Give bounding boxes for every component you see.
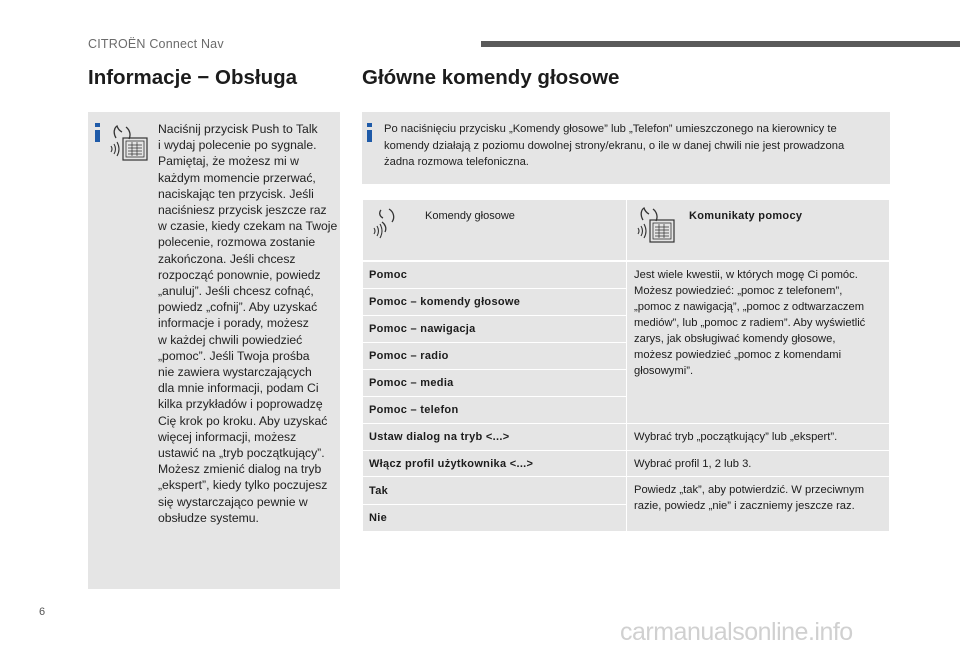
text-line: w czasie, kiedy czekam na Twoje	[158, 219, 338, 234]
text-line: „pomoc”. Jeśli Twoja prośba	[158, 348, 310, 363]
header-bar	[481, 41, 960, 47]
table-row-response: Wybrać tryb „początkujący” lub „ekspert”.	[626, 423, 890, 451]
text-line: Naciśnij przycisk Push to Talk	[158, 122, 318, 136]
table-header-commands	[362, 199, 627, 261]
info-text	[158, 121, 338, 526]
text-line: głosowymi”.	[634, 365, 694, 377]
brand-title: CITROËN Connect Nav	[88, 37, 224, 51]
text-line: Cię krok po kroku. Aby uzyskać	[158, 413, 328, 428]
table-header-help	[626, 199, 890, 261]
table-row-command: Pomoc – radio	[362, 342, 627, 370]
text-line: dla mnie informacji, podam Ci	[158, 381, 319, 396]
table-row-command: Włącz profil użytkownika <...>	[362, 450, 627, 477]
text-line: ustawić na „tryb początkujący”.	[158, 446, 325, 461]
text-line: Możesz zmienić dialog na tryb	[158, 462, 322, 477]
text-line: „pomoc z nawigacją”, „pomoc z odtwarzaczem	[634, 301, 865, 313]
watermark: carmanualsonline.info	[620, 618, 853, 646]
text-line: zarys, jak obsługiwać komendy głosowe,	[634, 333, 836, 345]
text-line: kilka przykładów i poprowadzę	[158, 397, 323, 412]
text-line: Pamiętaj, że możesz mi w	[158, 154, 299, 169]
text-line: każdym momencie przerwać,	[158, 170, 316, 185]
text-line: Możesz powiedzieć: „pomoc z telefonem”,	[634, 285, 843, 297]
text-line: możesz powiedzieć „pomoc z komendami	[634, 349, 842, 361]
table-row-response	[626, 476, 890, 532]
table-row-command: Ustaw dialog na tryb <...>	[362, 423, 627, 451]
text-line: polecenie, rozmowa zostanie	[158, 235, 316, 250]
text-line: „ekspert”, kiedy tylko poczujesz	[158, 478, 328, 493]
voice-command-icon	[635, 206, 679, 249]
voice-icon	[371, 206, 415, 249]
text-line: więcej informacji, możesz	[158, 429, 297, 444]
table-row-command: Pomoc	[362, 261, 627, 289]
info-icon-dot	[95, 123, 100, 127]
section-title-commands: Główne komendy głosowe	[362, 66, 620, 89]
section-title-info: Informacje − Obsługa	[88, 66, 298, 89]
text-line: obsłudze systemu.	[158, 510, 259, 525]
text-line: nie zawiera wystarczających	[158, 365, 312, 380]
info-icon	[367, 130, 372, 142]
info-icon-dot	[367, 123, 372, 127]
table-row-command: Pomoc – media	[362, 369, 627, 397]
table-row-command: Tak	[362, 476, 627, 505]
table-row-command: Nie	[362, 504, 627, 532]
text-line: powiedz „cofnij”. Aby uzyskać	[158, 300, 318, 315]
page-number: 6	[39, 606, 46, 618]
table-row-command: Pomoc – komendy głosowe	[362, 288, 627, 316]
text-line: się wystarczająco pewnie w	[158, 494, 308, 509]
text-line: zakończona. Jeśli chcesz	[158, 251, 296, 266]
text-line: informacje i porady, możesz	[158, 316, 309, 331]
text-line: naciskając ten przycisk. Jeśli	[158, 186, 314, 201]
text-line: „anuluj”. Jeśli chcesz cofnąć,	[158, 284, 314, 299]
text-line: naciśniesz przycisk jeszcze raz	[158, 203, 327, 218]
text-line: komendy działają z poziomu dowolnej strony/ekranu, o ile w danej chwili nie jest prowadzona	[384, 139, 845, 152]
text-line: mediów”, lub „pomoc z radiem”. Aby wyświetlić	[634, 317, 866, 329]
text-line: i wydaj polecenie po sygnale.	[158, 138, 317, 153]
column-header-label: Komendy głosowe	[425, 210, 515, 222]
text-line: Powiedz „tak”, aby potwierdzić. W przeciwnym	[634, 484, 865, 496]
text-line: żadna rozmowa telefoniczna.	[384, 156, 529, 168]
text-line: rozpocząć ponownie, powiedz	[158, 267, 321, 282]
info-note-text	[384, 121, 889, 171]
text-line: razie, powiedz „nie” i zaczniemy jeszcze raz.	[634, 500, 855, 512]
text-line: Po naciśnięciu przycisku „Komendy głosowe” lub „Telefon” umieszczonego na kierownicy te	[384, 123, 837, 135]
table-row-response	[626, 261, 890, 424]
column-header-label: Komunikaty pomocy	[689, 210, 803, 222]
info-icon	[95, 130, 100, 142]
table-row-response: Wybrać profil 1, 2 lub 3.	[626, 450, 890, 477]
table-row-command: Pomoc – nawigacja	[362, 315, 627, 343]
voice-command-icon	[108, 124, 152, 164]
text-line: w każdej chwili powiedzieć	[158, 332, 303, 347]
text-line: Jest wiele kwestii, w których mogę Ci pomóc.	[634, 269, 858, 281]
table-row-command: Pomoc – telefon	[362, 396, 627, 424]
